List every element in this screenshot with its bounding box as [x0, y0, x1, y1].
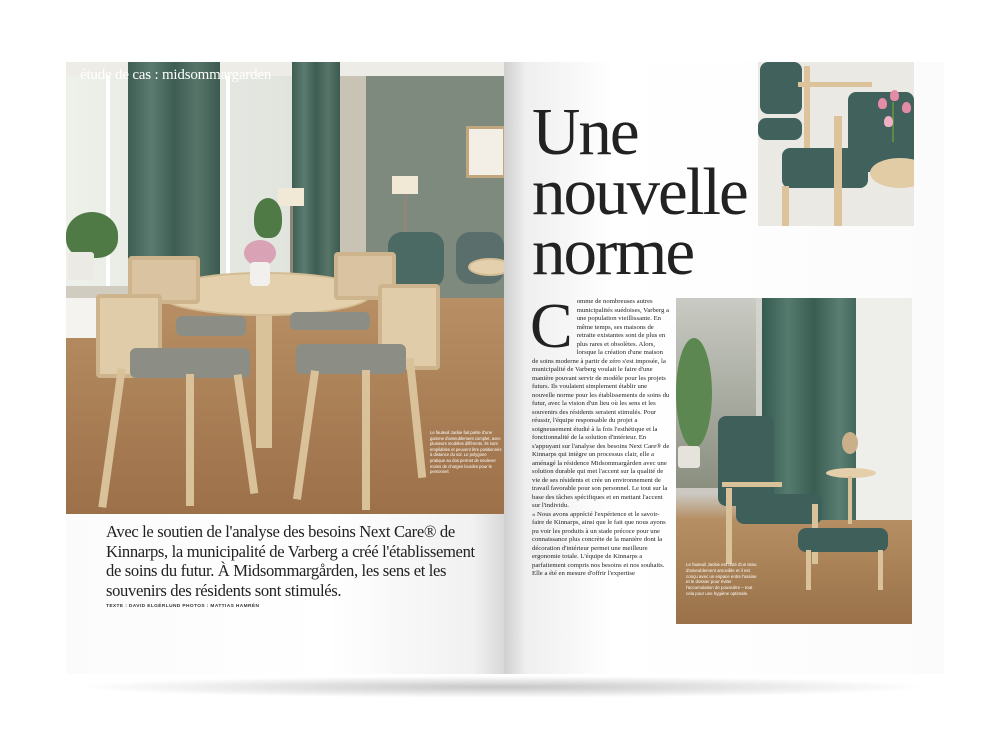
headline-line: Une: [532, 95, 638, 169]
lead-paragraph: Avec le soutien de l'analyse des besoins Next Care® de Kinnarps, la municipalité de Varberg a créé l'établissement de soins du futur. À Midsommargården, les sens et les souvenirs des résidents sont stimulés.: [106, 522, 475, 600]
dining-room-photo: [66, 62, 504, 514]
drop-cap: C: [530, 290, 573, 361]
photo-caption: Le fauteuil Jackie est doté d'un tissu d'ameublement amovible et il est conçu avec un espace entre l'assise et le dossier pour éviter l'accumulation de poussière – tout cela pour une hygiène optimale.: [686, 562, 757, 596]
article-paragraph: « Nous avons apprécié l'expérience et le savoir-faire de Kinnarps, ainsi que le fait que nous ayons pu voir les produits à un stade précoce pour une connaissance plus concrète de la manière dont la décoration d'intérieur permet une meilleure ergonomie totale. L'équipe de Kinnarps a parfaitement compris nos besoins et nos souhaits. Elle a été en mesure d'offrir l'expertise: [532, 510, 666, 577]
credits-line: TEXTE : DAVID ELGÉRLUND PHOTOS : MATTIAS HAMRÉN: [106, 604, 260, 609]
magazine-shadow: [72, 676, 932, 698]
right-page: [504, 62, 944, 674]
left-page: [66, 62, 504, 674]
headline-line: nouvelle: [532, 155, 747, 229]
headline-line: norme: [532, 215, 694, 289]
wall-art-frame: [466, 126, 504, 178]
section-label: étude de cas : midsommargarden: [80, 67, 272, 83]
chairs-detail-photo: [758, 62, 914, 226]
photo-caption: Le fauteuil Jackie fait partie d'une gamme d'ameublement complet, avec plusieurs modèles différents. Ils sont empilables et peuvent être positionnés à distance du sol. Le polygone pratique au dos permet de soulever moins de charges lourdes pour le personnel.: [430, 430, 502, 475]
article-body: [530, 290, 670, 579]
magazine-spread: [66, 62, 944, 674]
article-paragraph: omme de nombreuses autres municipalités suédoises, Varberg a une population vieillissante. En même temps, ses maisons de retraite existantes sont de plus en plus rares et obsolètes. Alors, lorsque la création d'une maison de soins moderne à partir de zéro s'est imposée, la municipalité de Varberg voulait le faire d'une manière pouvant servir de modèle pour les projets futurs. Ils voulaient simplement établir une nouvelle norme pour les établissements de soins du futur, avec la vision d'un lieu où les sens et les souvenirs des résidents seraient stimulés. Pour réussir, l'équipe responsable du projet a soigneusement étudié à la fois l'esthétique et la fonctionnalité de la solution d'intérieur. En s'appuyant sur l'analyse des besoins Next Care® de Kinnarps qui intègre un processus clair, elle a aménagé la résidence Midsommargården avec une solution durable qui met l'accent sur la qualité de vie de ses résidents et crée un environnement de travail favorable pour son personnel. Le tout sur la base des tâches spécifiques et en mettant l'accent sur l'individu.: [532, 298, 670, 509]
article-headline: [532, 95, 762, 289]
armchair-photo: [676, 298, 912, 624]
